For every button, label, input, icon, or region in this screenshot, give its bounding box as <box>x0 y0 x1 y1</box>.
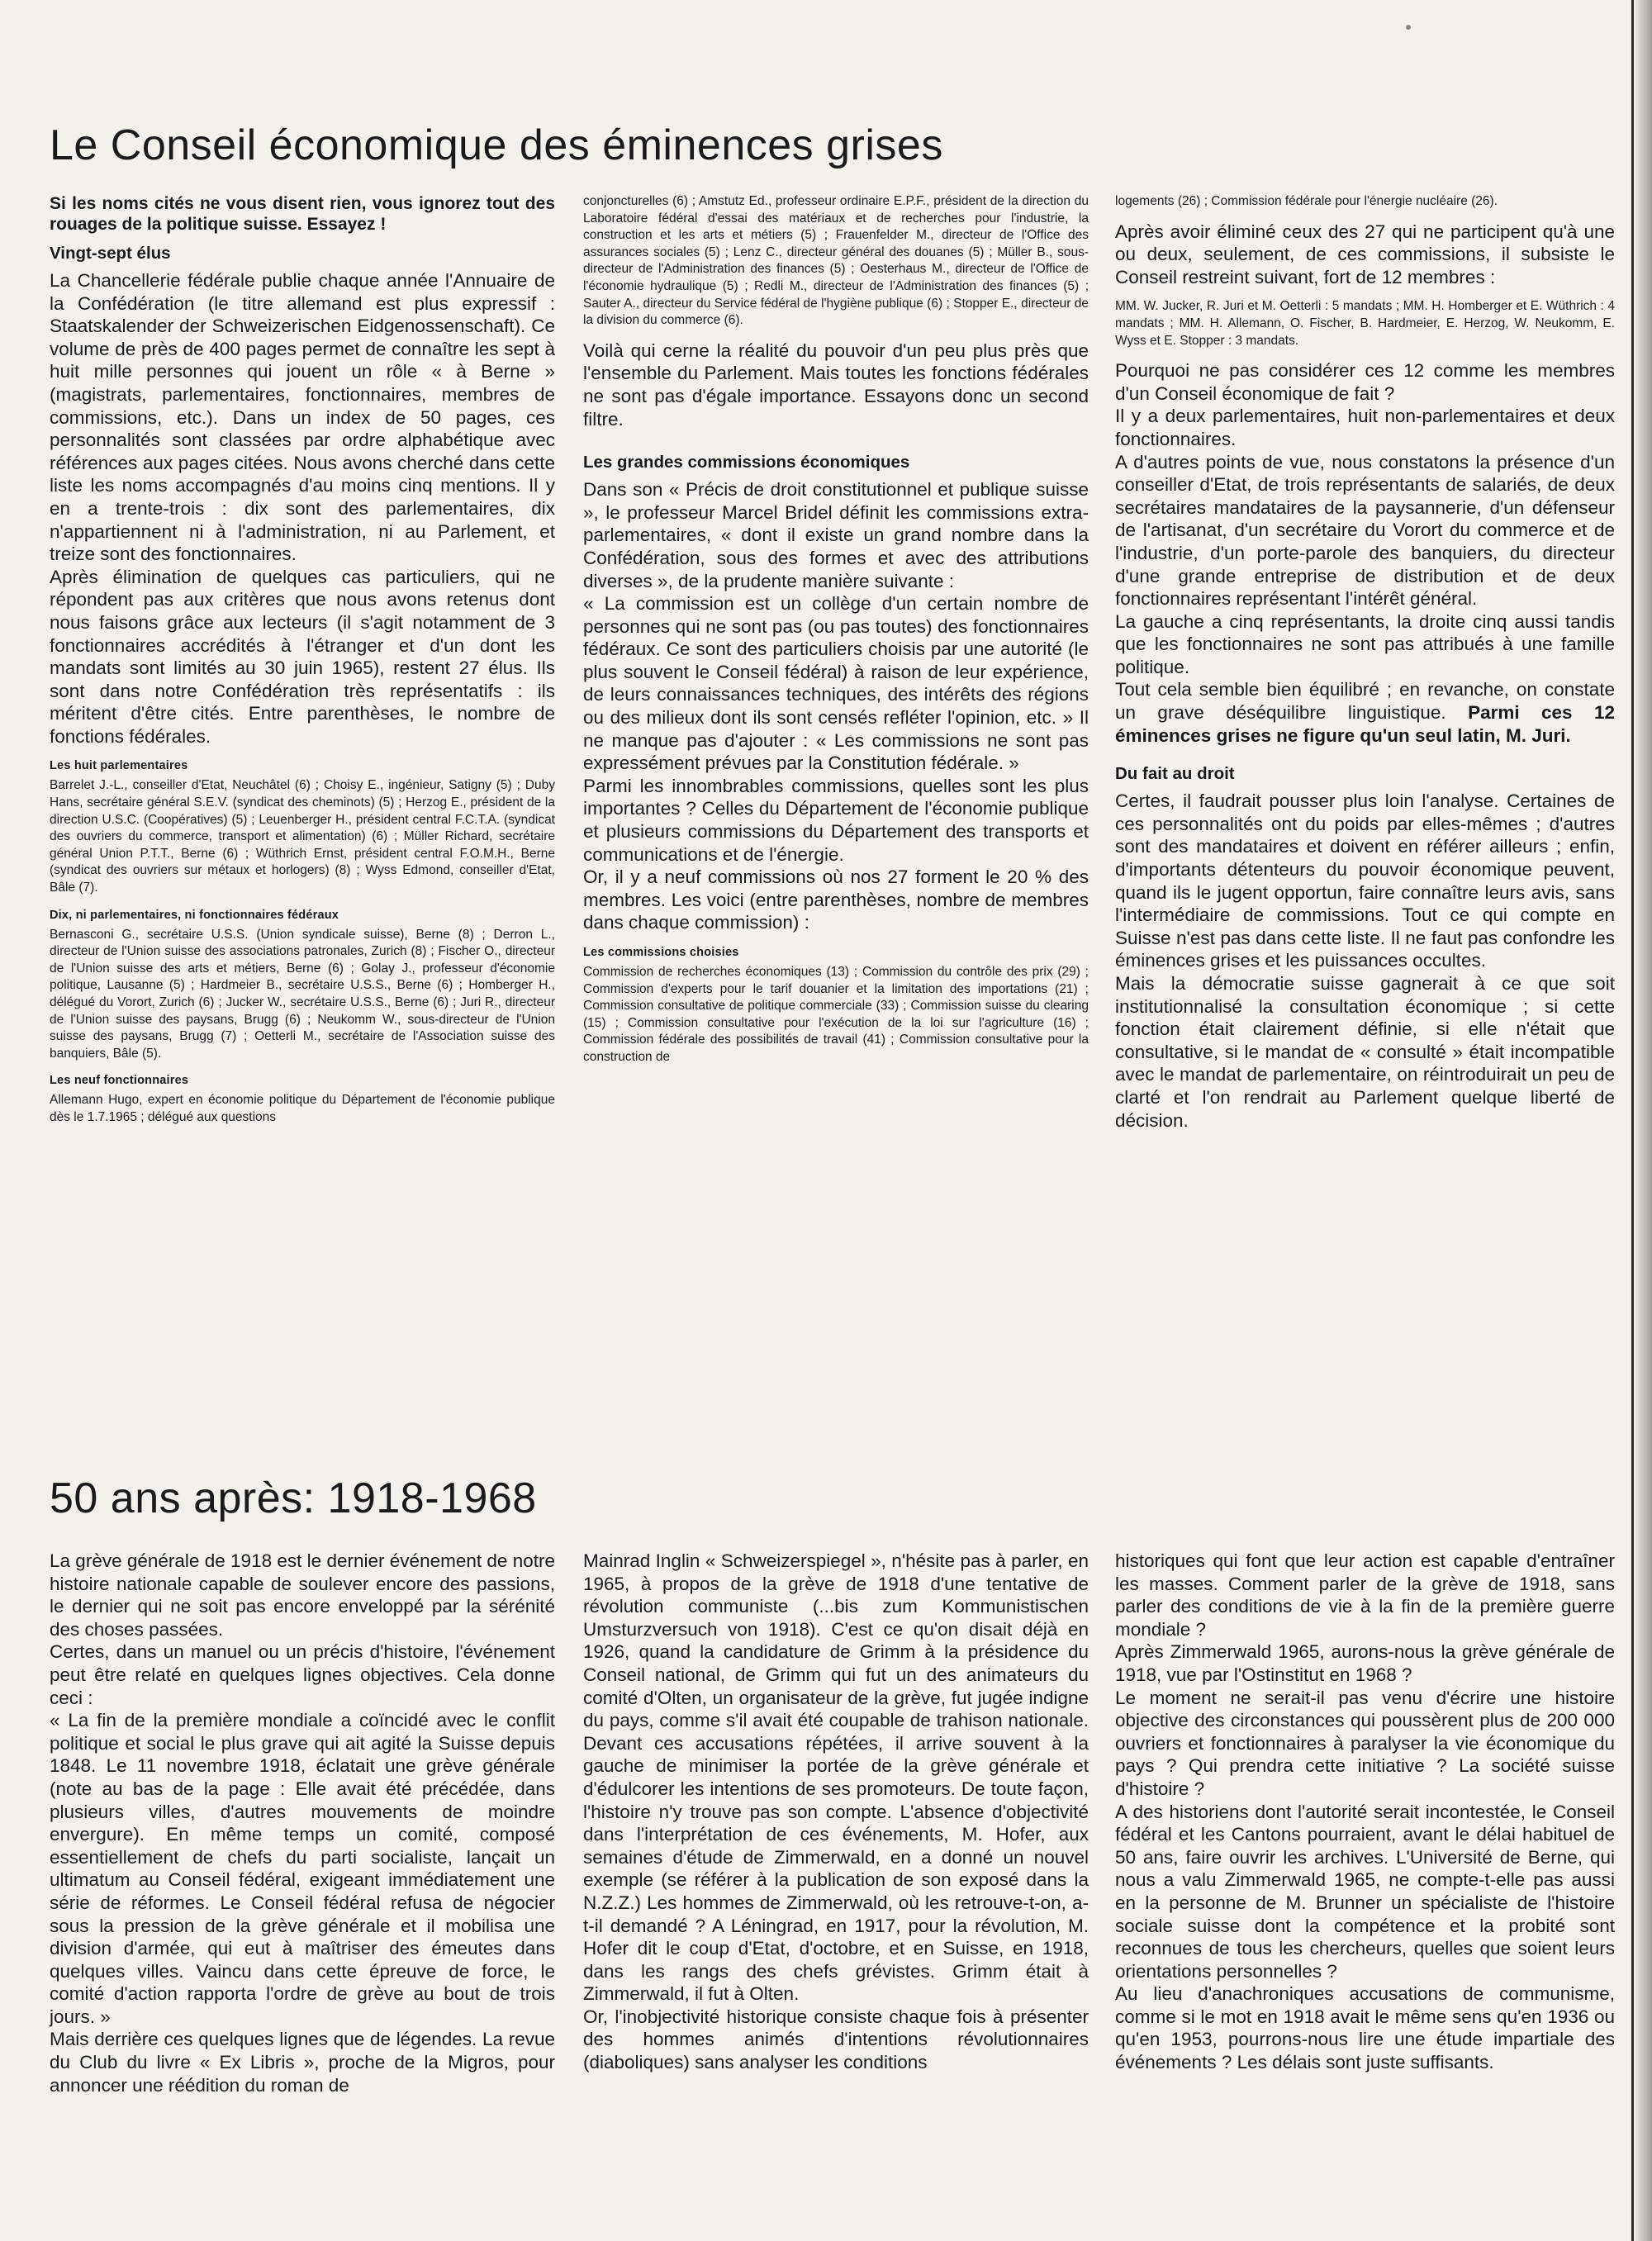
article2-paragraph: historiques qui font que leur action est capable d'entraîner les masses. Comment parler de la grève de 1918, sans parler des conditions de vie à la fin de la première guerre mondiale ? <box>1115 1550 1615 1640</box>
article1-subheading-1: Vingt-sept élus <box>50 244 171 263</box>
article2-column-2 <box>583 1550 1089 2074</box>
article1-column-1 <box>50 193 555 1127</box>
article1-paragraph: La Chancellerie fédérale publie chaque année l'Annuaire de la Confédération (le titre allemand est plus expressif : Staatskalender der Schweizerischen Eidgenossenschaft). Ce volume de près de 400 pages permet de connaître les sept à huit mille personnes qui jouent un rôle « à Berne » (magistrats, parlementaires, fonctionnaires, membres de commissions, etc.). Dans un index de 50 pages, ces personnalités sont classées par ordre alphabétique avec références aux pages citées. Nous avons cherché dans cette liste les noms accompagnés d'au moins cinq mentions. Il y en a trente-trois : dix sont des parlementaires, dix n'appartiennent ni à l'administration, ni au Parlement, et treize sont des fonctionnaires. <box>50 270 555 565</box>
article1-quote: « La commission est un collège d'un certain nombre de personnes qui ne sont pas (ou pas toutes) des fonctionnaires fédéraux. Ce sont des particuliers choisis par une autorité (le plus souvent le Conseil fédéral) à raison de leur expérience, de leurs connaissances techniques, des intérêts des régions ou des milieux dont ils sont censés refléter l'opinion, etc. » Il ne manque pas d'ajouter : « Les commissions ne sont pas expressément prévues par la Constitution fédérale. » <box>583 593 1089 774</box>
article1-paragraph: Parmi les innombrables commissions, quelles sont les plus importantes ? Celles du Département de l'économie publique et plusieurs commissions du Département des transports et communications et de l'énergie. <box>583 775 1089 865</box>
article2-paragraph: Au lieu d'anachroniques accusations de communisme, comme si le mot en 1918 avait le même sens qu'en 1936 ou qu'en 1953, pourrons-nous lire une étude impartiale des événements ? Les délais sont juste suffisants. <box>1115 1983 1615 2073</box>
article1-bold-text: Parmi ces 12 éminences grises ne figure qu'un seul latin, M. Juri. <box>1115 702 1615 746</box>
article2-quote: « La fin de la première mondiale a coïncidé avec le conflit politique et social le plus grave qui ait agité la Suisse depuis 1848. Le 11 novembre 1918, éclatait une grève générale (note au bas de la page : Elle avait été précédée, dans plusieurs villes, d'autres mouvements de moindre envergure). En même temps un comité, composé essentiellement de chefs du parti socialiste, lançait un ultimatum au Conseil fédéral, exigeant immédiatement une série de réformes. Le Conseil fédéral refusa de négocier sous la pression de la grève générale et il mobilisa une division d'armée, qui eut à maîtriser des émeutes dans quelques villes. Vaincu dans cette épreuve de force, le comité d'action rapporta l'ordre de grève au bout de trois jours. » <box>50 1710 555 2027</box>
article1-paragraph: La gauche a cinq représentants, la droite cinq aussi tandis que les fonctionnaires ne sont pas attribués à une famille politique. <box>1115 610 1615 677</box>
article1-text: Tout cela semble bien équilibré ; en revanche, on constate un grave déséquilibre linguistique. <box>1115 679 1615 724</box>
article1-list-fonctionnaires-cont: conjoncturelles (6) ; Amstutz Ed., professeur ordinaire E.P.F., président de la direction du Laboratoire fédéral d'essai des matériaux et de recherches pour l'industrie, la construction et les arts et métiers (5) ; Frauenfelder M., directeur de l'Office des assurances sociales (5) ; Lenz C., directeur général des douanes (5) ; Müller B., sous-directeur de l'Administration des finances (5) ; Oesterhaus M., directeur de l'Office de l'économie hydraulique (5) ; Redli M., directeur de l'Administration des finances (5) ; Sauter A., directeur du Service fédéral de l'hygiène publique (6) ; Stopper E., directeur de la division du commerce (6). <box>583 194 1089 328</box>
article1-lead: Si les noms cités ne vous disent rien, vous ignorez tout des rouages de la politique suisse. Essayez ! <box>50 194 555 234</box>
article1-paragraph: Certes, il faudrait pousser plus loin l'analyse. Certaines de ces personnalités ont du poids par elles-mêmes ; d'autres sont des mandataires et doivent en référer ailleurs ; enfin, d'importants détenteurs du pouvoir économique peuvent, quand ils le jugent opportun, faire connaître leurs avis, sans l'intermédiaire de commissions. Tout ce qui compte en Suisse n'est pas dans cette liste. Il ne faut pas confondre les éminences grises et les puissances occultes. <box>1115 791 1615 971</box>
article1-subheading-2: Les grandes commissions économiques <box>583 453 910 472</box>
article1-list-heading-parlementaires: Les huit parlementaires <box>50 759 188 773</box>
article1-list-commissions-cont: logements (26) ; Commission fédérale pour l'énergie nucléaire (26). <box>1115 194 1498 208</box>
article2-column-1 <box>50 1550 555 2096</box>
article1-paragraph-conclusion <box>1115 678 1615 747</box>
article1-paragraph: Dans son « Précis de droit constitutionnel et publique suisse », le professeur Marcel Bridel définit les commissions extra-parlementaires, « dont il existe un grand nombre dans la Confédération, sous des formes et avec des attributions diverses », de la prudente manière suivante : <box>583 479 1089 591</box>
article2-title: 50 ans après: 1918-1968 <box>50 1474 537 1522</box>
page-binding-edge <box>1635 0 1652 2241</box>
article2-paragraph: Or, l'inobjectivité historique consiste chaque fois à présenter des hommes animés d'intentions révolutionnaires (diaboliques) sans analyser les conditions <box>583 2006 1089 2073</box>
article2-paragraph: Mainrad Inglin « Schweizerspiegel », n'hésite pas à parler, en 1965, à propos de la grève de 1918 d'une tentative de révolution communiste (...bis zum Kommunistischen Umsturzversuch von 1918). C'est ce qu'on disait déjà en 1926, quand la candidature de Grimm à la présidence du Conseil national, de Grimm qui fut un des animateurs du comité d'Olten, un organisateur de la grève, fut jugée indigne du pays, comme s'il avait été coupable de trahison nationale. Devant ces accusations répétées, il arrive souvent à la gauche de minimiser la portée de la grève générale et d'édulcorer les intentions de ses promoteurs. De toute façon, l'histoire n'y trouve pas son compte. L'absence d'objectivité dans l'interprétation de ces événements, M. Hofer, aux semaines d'étude de Zimmerwald, en a donné un nouvel exemple (se référer à la publication de son exposé dans la N.Z.Z.) Les hommes de Zimmerwald, où les retrouve-t-on, a-t-il demandé ? A Léningrad, en 1917, pour la révolution, M. Hofer dit le coup d'Etat, d'octobre, et en Suisse, en 1918, dans les rangs des chefs grévistes. Grimm était à Zimmerwald, il fut à Olten. <box>583 1550 1089 2005</box>
article1-list-conseil-restreint: MM. W. Jucker, R. Juri et M. Oetterli : 5 mandats ; MM. H. Homberger et E. Wüthrich : 4 mandats ; MM. H. Allemann, O. Fischer, B. Hardmeier, E. Herzog, W. Neukomm, E. Wyss et E. Stopper : 3 mandats. <box>1115 299 1615 348</box>
article1-column-2 <box>583 193 1089 1066</box>
article1-paragraph: Mais la démocratie suisse gagnerait à ce que soit institutionnalisé la consultation économique ; si cette fonction était clairement définie, si elle n'était que consultative, si le mandat de « consulté » était incompatible avec le mandat de parlementaire, on réintroduirait un peu de clarté et l'on rendrait au Parlement quelque liberté de décision. <box>1115 973 1615 1131</box>
article1-list-non-parlementaires: Bernasconi G., secrétaire U.S.S. (Union syndicale suisse), Berne (8) ; Derron L., directeur de l'Union suisse des associations patronales, Zurich (8) ; Fischer O., directeur de l'Union suisse des arts et métiers, Berne (6) ; Golay J., professeur d'économie politique, Lausanne (5) ; Hardmeier B., secrétaire U.S.S., Berne (6) ; Homberger H., délégué du Vorort, Zurich (6) ; Jucker W., secrétaire U.S.S., Berne (6) ; Juri R., directeur de l'Union suisse des paysans, Brugg (6) ; Neukomm W., sous-directeur de l'Union suisse des paysans, Brugg (7) ; Oetterli M., secrétaire de l'Association suisse des banquiers, Bâle (5). <box>50 927 555 1061</box>
print-speck <box>1406 25 1411 30</box>
article1-subheading-3: Du fait au droit <box>1115 764 1235 784</box>
article1-paragraph: Il y a deux parlementaires, huit non-parlementaires et deux fonctionnaires. <box>1115 406 1615 449</box>
article2-paragraph: Après Zimmerwald 1965, aurons-nous la grève générale de 1918, vue par l'Ostinstitut en 1968 ? <box>1115 1641 1615 1685</box>
article1-column-3 <box>1115 193 1615 1132</box>
article1-title: Le Conseil économique des éminences grises <box>50 121 943 169</box>
article1-paragraph: Après élimination de quelques cas particuliers, qui ne répondent pas aux critères que nous avons retenus dont nous faisons grâce aux lecteurs (il s'agit notamment de 3 fonctionnaires accrédités à l'étranger et d'un dont les mandats sont limités au 30 juin 1965), restent 27 élus. Ils sont dans notre Confédération très représentatifs : ils méritent d'être cités. Entre parenthèses, le nombre de fonctions fédérales. <box>50 566 555 747</box>
article1-list-parlementaires: Barrelet J.-L., conseiller d'Etat, Neuchâtel (6) ; Choisy E., ingénieur, Satigny (5) ; Duby Hans, secrétaire général S.E.V. (syndicat des cheminots) (5) ; Herzog E., président de la direction U.S.C. (Coopératives) (5) ; Leuenberger H., président central F.C.T.A. (syndicat des ouvriers du commerce, transport et alimentation) (6) ; Müller Richard, secrétaire général Union P.T.T., Berne (6) ; Wüthrich Ernst, président central F.O.M.H., Berne (syndicat des ouvriers sur métaux et horlogers) (8) ; Wyss Edmond, conseiller d'Etat, Bâle (7). <box>50 778 555 895</box>
article1-paragraph: A d'autres points de vue, nous constatons la présence d'un conseiller d'Etat, de trois représentants de salariés, de deux secrétaires mandataires de la paysannerie, d'un défenseur de l'artisanat, d'un secrétaire du Vorort du commerce et de l'industrie, d'un porte-parole des banquiers, du directeur d'une grande entreprise de distribution et de deux fonctionnaires représentant l'intérêt général. <box>1115 451 1615 610</box>
article1-paragraph: Pourquoi ne pas considérer ces 12 comme les membres d'un Conseil économique de fait ? <box>1115 360 1615 404</box>
article1-list-heading-commissions: Les commissions choisies <box>583 946 739 959</box>
article2-column-3 <box>1115 1550 1615 2074</box>
article1-paragraph: Après avoir éliminé ceux des 27 qui ne participent qu'à une ou deux, seulement, de ces commissions, il subsiste le Conseil restreint suivant, fort de 12 membres : <box>1115 221 1615 287</box>
article2-paragraph: Le moment ne serait-il pas venu d'écrire une histoire objective des circonstances qui poussèrent plus de 200 000 ouvriers et fonctionnaires à paralyser la vie économique du pays ? Qui prendra cette initiative ? La société suisse d'histoire ? <box>1115 1687 1615 1799</box>
article1-list-fonctionnaires-start: Allemann Hugo, expert en économie politique du Département de l'économie publique dès le 1.7.1965 ; délégué aux questions <box>50 1093 555 1124</box>
article1-list-heading-non-parlementaires: Dix, ni parlementaires, ni fonctionnaires fédéraux <box>50 908 339 922</box>
article1-paragraph: Or, il y a neuf commissions où nos 27 forment le 20 % des membres. Les voici (entre parenthèses, nombre de membres dans chaque commission) : <box>583 866 1089 933</box>
article2-paragraph: Mais derrière ces quelques lignes que de légendes. La revue du Club du livre « Ex Libris », proche de la Migros, pour annoncer une réédition du roman de <box>50 2029 555 2096</box>
article2-paragraph: A des historiens dont l'autorité serait incontestée, le Conseil fédéral et les Cantons pourraient, avant le délai habituel de 50 ans, faire ouvrir les archives. L'Université de Berne, qui nous a valu Zimmerwald 1965, ne compte-t-elle pas aussi en la personne de M. Brunner un spécialiste de l'histoire sociale suisse dont la compétence et la probité sont reconnues de tous les chercheurs, quelles que soient leurs orientations personnelles ? <box>1115 1801 1615 1982</box>
article1-paragraph: Voilà qui cerne la réalité du pouvoir d'un peu plus près que l'ensemble du Parlement. Mais toutes les fonctions fédérales ne sont pas d'égale importance. Essayons donc un second filtre. <box>583 339 1089 430</box>
article1-list-heading-fonctionnaires: Les neuf fonctionnaires <box>50 1074 189 1088</box>
article1-list-commissions-start: Commission de recherches économiques (13) ; Commission du contrôle des prix (29) ; Commission d'experts pour le tarif douanier et la limitation des importations (21) ; Commission consultative de politique commerciale (33) ; Commission suisse du clearing (15) ; Commission consultative pour l'exécution de la loi sur l'agriculture (16) ; Commission fédérale des possibilités de travail (41) ; Commission consultative pour la construction de <box>583 965 1089 1064</box>
article2-paragraph: La grève générale de 1918 est le dernier événement de notre histoire nationale capable de soulever encore des passions, le dernier qui ne soit pas encore enveloppé par la sérénité des choses passées. <box>50 1550 555 1640</box>
page-binding-line <box>1631 0 1634 2241</box>
article2-paragraph: Certes, dans un manuel ou un précis d'histoire, l'événement peut être relaté en quelques lignes objectives. Cela donne ceci : <box>50 1641 555 1708</box>
